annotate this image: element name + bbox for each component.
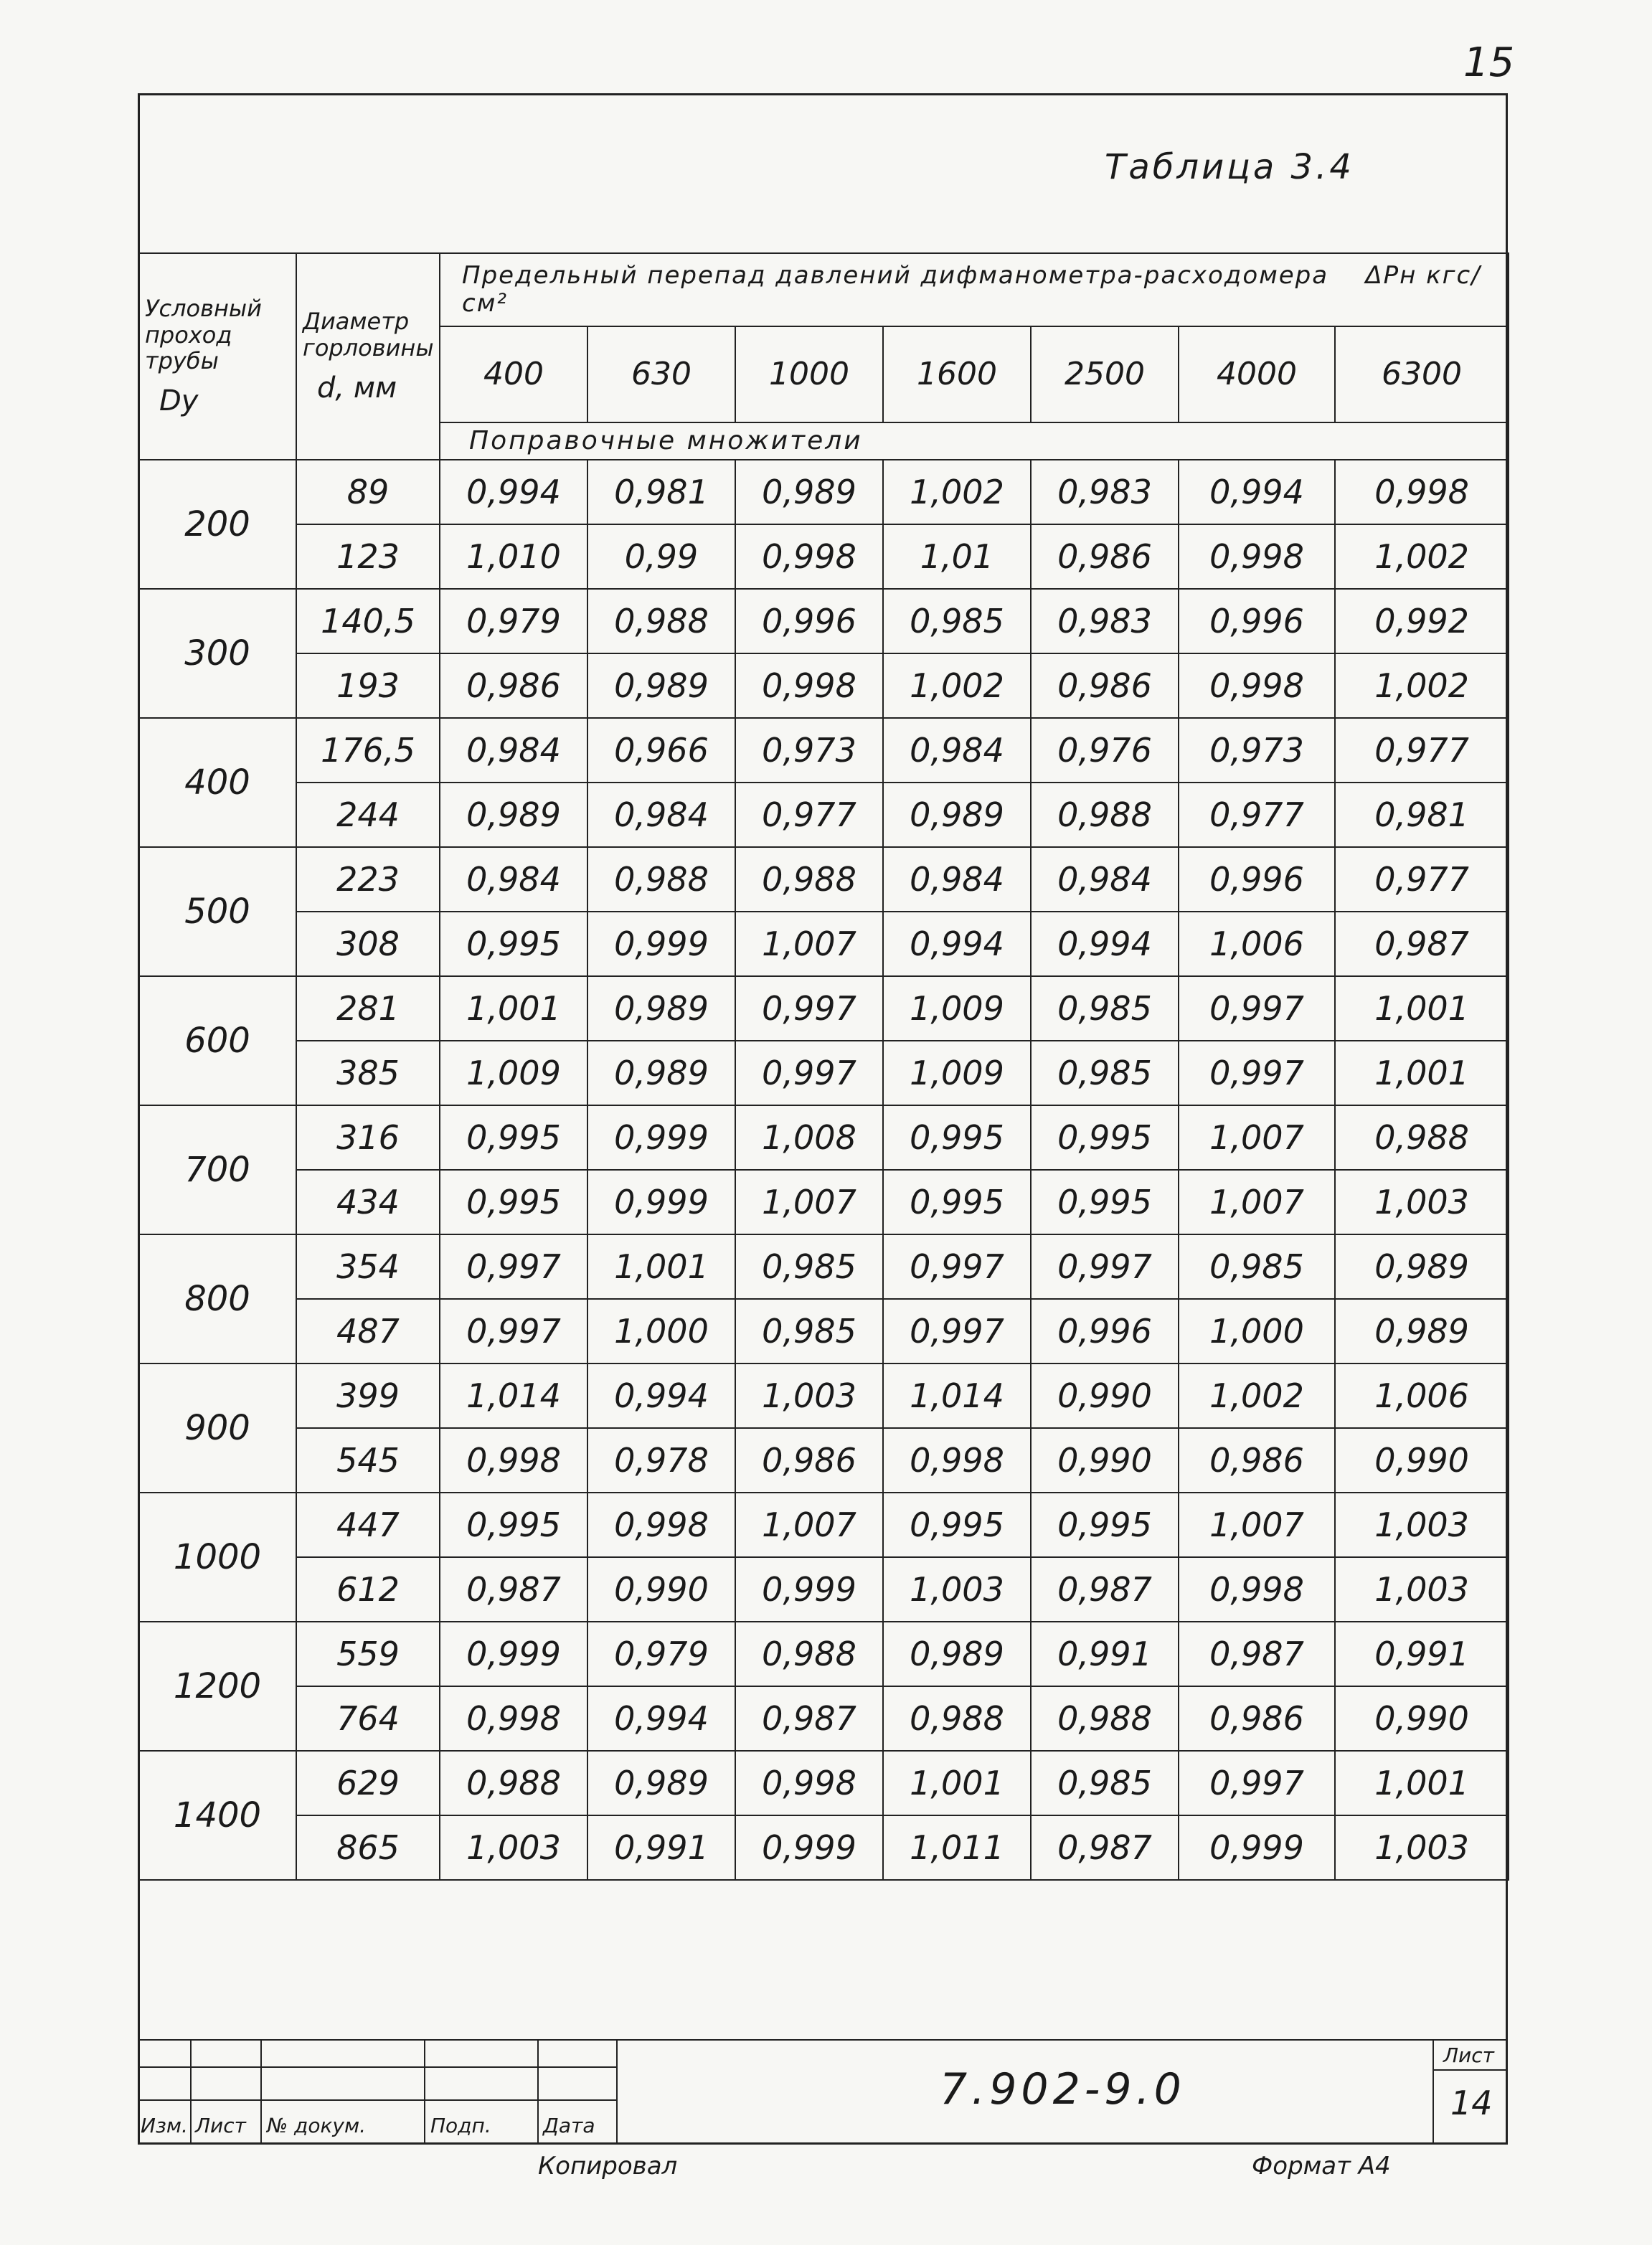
cell-multiplier: 0,995 (440, 1493, 587, 1557)
header-dy (138, 253, 296, 460)
cell-multiplier: 0,998 (735, 653, 883, 718)
stamp-label-date: Дата (543, 2114, 595, 2137)
cell-multiplier: 0,986 (440, 653, 587, 718)
cell-multiplier: 1,007 (735, 912, 883, 976)
cell-nominal-diameter: 1400 (138, 1751, 296, 1880)
cell-nominal-diameter: 700 (138, 1105, 296, 1234)
cell-multiplier: 0,999 (587, 1105, 735, 1170)
cell-multiplier: 0,989 (1335, 1299, 1509, 1363)
table-row (138, 1428, 1509, 1493)
cell-multiplier: 0,995 (883, 1105, 1031, 1170)
cell-multiplier: 0,995 (440, 1170, 587, 1234)
cell-multiplier: 0,985 (735, 1234, 883, 1299)
header-pressure-symbol: ΔPн кгс/см² (462, 260, 1481, 318)
cell-multiplier: 0,999 (587, 1170, 735, 1234)
stamp-label-change: Изм. (141, 2114, 188, 2137)
cell-multiplier: 0,997 (1179, 1041, 1335, 1105)
cell-multiplier: 0,988 (883, 1686, 1031, 1751)
cell-multiplier: 0,990 (1335, 1428, 1509, 1493)
correction-table (138, 252, 1508, 1881)
cell-multiplier: 0,985 (883, 589, 1031, 653)
pressure-col: 1600 (883, 326, 1031, 422)
cell-nominal-diameter: 1000 (138, 1493, 296, 1622)
cell-multiplier: 1,008 (735, 1105, 883, 1170)
cell-nominal-diameter: 300 (138, 589, 296, 718)
cell-multiplier: 0,988 (735, 847, 883, 912)
cell-multiplier: 0,978 (587, 1428, 735, 1493)
cell-multiplier: 0,998 (1335, 460, 1509, 524)
cell-multiplier: 1,002 (1335, 653, 1509, 718)
cell-multiplier: 0,976 (1031, 718, 1179, 783)
cell-multiplier: 0,983 (1031, 460, 1179, 524)
cell-nominal-diameter: 900 (138, 1363, 296, 1493)
cell-multiplier: 1,003 (1335, 1493, 1509, 1557)
cell-throat-diameter: 176,5 (296, 718, 440, 783)
cell-multiplier: 0,985 (1179, 1234, 1335, 1299)
stamp-label-sheet: Лист (195, 2114, 246, 2137)
cell-multiplier: 0,991 (587, 1815, 735, 1880)
table-row (138, 589, 1509, 653)
cell-multiplier: 0,984 (883, 847, 1031, 912)
cell-multiplier: 0,989 (883, 783, 1031, 847)
cell-multiplier: 0,992 (1335, 589, 1509, 653)
cell-multiplier: 1,009 (883, 1041, 1031, 1105)
cell-multiplier: 1,001 (1335, 1041, 1509, 1105)
cell-multiplier: 0,977 (1179, 783, 1335, 847)
pressure-col: 1000 (735, 326, 883, 422)
cell-multiplier: 0,988 (735, 1622, 883, 1686)
cell-multiplier: 1,009 (883, 976, 1031, 1041)
cell-throat-diameter: 385 (296, 1041, 440, 1105)
pressure-col: 630 (587, 326, 735, 422)
cell-multiplier: 0,998 (440, 1686, 587, 1751)
cell-multiplier: 0,995 (1031, 1493, 1179, 1557)
cell-multiplier: 0,990 (1335, 1686, 1509, 1751)
cell-nominal-diameter: 800 (138, 1234, 296, 1363)
cell-multiplier: 0,995 (883, 1493, 1031, 1557)
cell-multiplier: 0,989 (883, 1622, 1031, 1686)
cell-throat-diameter: 193 (296, 653, 440, 718)
table-row (138, 1686, 1509, 1751)
cell-throat-diameter: 764 (296, 1686, 440, 1751)
cell-multiplier: 0,981 (587, 460, 735, 524)
cell-multiplier: 0,999 (440, 1622, 587, 1686)
cell-multiplier: 1,007 (735, 1493, 883, 1557)
pressure-col: 6300 (1335, 326, 1509, 422)
cell-nominal-diameter: 1200 (138, 1622, 296, 1751)
cell-multiplier: 1,001 (1335, 976, 1509, 1041)
cell-multiplier: 0,981 (1335, 783, 1509, 847)
cell-multiplier: 0,989 (587, 653, 735, 718)
cell-multiplier: 0,985 (1031, 1751, 1179, 1815)
cell-multiplier: 0,966 (587, 718, 735, 783)
cell-multiplier: 1,003 (1335, 1815, 1509, 1880)
cell-multiplier: 0,996 (735, 589, 883, 653)
cell-throat-diameter: 399 (296, 1363, 440, 1428)
cell-multiplier: 0,973 (735, 718, 883, 783)
table-row (138, 718, 1509, 783)
table-row (138, 976, 1509, 1041)
header-d-label: Диаметр горловины (303, 308, 434, 361)
cell-multiplier: 1,007 (1179, 1170, 1335, 1234)
table-row (138, 912, 1509, 976)
table-row (138, 460, 1509, 524)
cell-multiplier: 0,988 (440, 1751, 587, 1815)
table-row (138, 1363, 1509, 1428)
cell-throat-diameter: 612 (296, 1557, 440, 1622)
cell-multiplier: 0,997 (440, 1234, 587, 1299)
table-row (138, 1622, 1509, 1686)
cell-multiplier: 0,989 (587, 1751, 735, 1815)
cell-multiplier: 1,003 (1335, 1170, 1509, 1234)
cell-multiplier: 1,01 (883, 524, 1031, 589)
cell-multiplier: 0,986 (1031, 653, 1179, 718)
cell-throat-diameter: 316 (296, 1105, 440, 1170)
cell-multiplier: 0,988 (587, 589, 735, 653)
cell-multiplier: 0,990 (1031, 1428, 1179, 1493)
cell-multiplier: 0,979 (587, 1622, 735, 1686)
cell-multiplier: 0,977 (1335, 847, 1509, 912)
cell-multiplier: 1,000 (587, 1299, 735, 1363)
cell-throat-diameter: 434 (296, 1170, 440, 1234)
stamp-label-docnum: № докум. (267, 2114, 367, 2137)
cell-multiplier: 0,987 (1031, 1557, 1179, 1622)
cell-multiplier: 0,994 (587, 1686, 735, 1751)
cell-multiplier: 0,997 (1031, 1234, 1179, 1299)
table-row (138, 1557, 1509, 1622)
cell-multiplier: 0,989 (587, 976, 735, 1041)
cell-nominal-diameter: 200 (138, 460, 296, 589)
cell-throat-diameter: 123 (296, 524, 440, 589)
cell-multiplier: 0,998 (735, 524, 883, 589)
cell-multiplier: 0,986 (735, 1428, 883, 1493)
cell-multiplier: 0,998 (883, 1428, 1031, 1493)
table-row (138, 1299, 1509, 1363)
cell-multiplier: 0,984 (587, 783, 735, 847)
cell-multiplier: 0,995 (883, 1170, 1031, 1234)
cell-multiplier: 0,984 (440, 847, 587, 912)
cell-multiplier: 0,994 (440, 460, 587, 524)
cell-multiplier: 0,998 (440, 1428, 587, 1493)
cell-multiplier: 1,007 (1179, 1493, 1335, 1557)
header-dy-label: Условный проход трубы (145, 294, 262, 375)
table-row (138, 653, 1509, 718)
cell-throat-diameter: 89 (296, 460, 440, 524)
cell-multiplier: 0,991 (1335, 1622, 1509, 1686)
cell-multiplier: 0,983 (1031, 589, 1179, 653)
table-title: Таблица 3.4 (1105, 147, 1354, 187)
cell-multiplier: 1,001 (883, 1751, 1031, 1815)
header-d (296, 253, 440, 460)
cell-multiplier: 0,979 (440, 589, 587, 653)
cell-multiplier: 0,987 (440, 1557, 587, 1622)
cell-multiplier: 0,995 (440, 1105, 587, 1170)
header-d-symbol: d, мм (317, 371, 397, 405)
cell-multiplier: 1,002 (1335, 524, 1509, 589)
cell-multiplier: 0,995 (1031, 1170, 1179, 1234)
cell-multiplier: 0,989 (440, 783, 587, 847)
cell-multiplier: 0,994 (587, 1363, 735, 1428)
cell-multiplier: 1,003 (1335, 1557, 1509, 1622)
cell-multiplier: 0,99 (587, 524, 735, 589)
cell-multiplier: 0,987 (1335, 912, 1509, 976)
table-row (138, 1041, 1509, 1105)
table-row (138, 1815, 1509, 1880)
cell-throat-diameter: 223 (296, 847, 440, 912)
cell-multiplier: 0,995 (440, 912, 587, 976)
cell-multiplier: 0,985 (1031, 1041, 1179, 1105)
cell-multiplier: 0,998 (587, 1493, 735, 1557)
table-row (138, 524, 1509, 589)
cell-multiplier: 0,996 (1179, 589, 1335, 653)
header-pressure-label: Предельный перепад давлений дифманометра-расходомера (462, 260, 1329, 290)
table-body (138, 460, 1509, 1880)
cell-multiplier: 1,001 (587, 1234, 735, 1299)
cell-multiplier: 0,998 (1179, 524, 1335, 589)
cell-multiplier: 1,002 (1179, 1363, 1335, 1428)
cell-throat-diameter: 545 (296, 1428, 440, 1493)
cell-multiplier: 0,999 (735, 1557, 883, 1622)
cell-multiplier: 0,998 (735, 1751, 883, 1815)
cell-multiplier: 0,989 (735, 460, 883, 524)
cell-multiplier: 0,988 (1335, 1105, 1509, 1170)
cell-multiplier: 0,973 (1179, 718, 1335, 783)
cell-multiplier: 0,990 (1031, 1363, 1179, 1428)
cell-multiplier: 0,987 (735, 1686, 883, 1751)
format-label: Формат А4 (1252, 2152, 1391, 2180)
cell-multiplier: 1,001 (1335, 1751, 1509, 1815)
cell-throat-diameter: 559 (296, 1622, 440, 1686)
cell-multiplier: 0,997 (735, 976, 883, 1041)
cell-multiplier: 0,989 (1335, 1234, 1509, 1299)
stamp-label-sign: Подп. (430, 2114, 491, 2137)
cell-multiplier: 0,988 (587, 847, 735, 912)
cell-multiplier: 0,997 (1179, 1751, 1335, 1815)
cell-throat-diameter: 140,5 (296, 589, 440, 653)
cell-nominal-diameter: 500 (138, 847, 296, 976)
cell-multiplier: 1,007 (735, 1170, 883, 1234)
cell-throat-diameter: 354 (296, 1234, 440, 1299)
table-row (138, 1105, 1509, 1170)
cell-multiplier: 1,003 (883, 1557, 1031, 1622)
table-row (138, 1234, 1509, 1299)
cell-multiplier: 0,986 (1179, 1686, 1335, 1751)
table-row (138, 1493, 1509, 1557)
cell-multiplier: 0,985 (1031, 976, 1179, 1041)
cell-multiplier: 1,007 (1179, 1105, 1335, 1170)
header-pressure (440, 253, 1509, 326)
cell-throat-diameter: 281 (296, 976, 440, 1041)
pressure-col: 400 (440, 326, 587, 422)
cell-multiplier: 1,010 (440, 524, 587, 589)
cell-multiplier: 0,990 (587, 1557, 735, 1622)
cell-nominal-diameter: 600 (138, 976, 296, 1105)
cell-multiplier: 0,977 (735, 783, 883, 847)
title-block (138, 2039, 1508, 2145)
cell-multiplier: 1,003 (440, 1815, 587, 1880)
cell-multiplier: 1,001 (440, 976, 587, 1041)
table-row (138, 1751, 1509, 1815)
copied-by-label: Копировал (538, 2152, 678, 2180)
table-row (138, 783, 1509, 847)
cell-multiplier: 1,014 (883, 1363, 1031, 1428)
cell-multiplier: 0,991 (1031, 1622, 1179, 1686)
stamp-sheet-number: 14 (1450, 2084, 1493, 2122)
cell-multiplier: 0,998 (1179, 1557, 1335, 1622)
cell-throat-diameter: 244 (296, 783, 440, 847)
table-row (138, 1170, 1509, 1234)
document-code: 7.902-9.0 (940, 2064, 1186, 2114)
cell-multiplier: 0,997 (883, 1299, 1031, 1363)
cell-multiplier: 0,988 (1031, 1686, 1179, 1751)
cell-multiplier: 1,014 (440, 1363, 587, 1428)
stamp-sheet-label: Лист (1443, 2043, 1494, 2067)
cell-multiplier: 0,985 (735, 1299, 883, 1363)
cell-multiplier: 0,994 (1179, 460, 1335, 524)
pressure-col: 4000 (1179, 326, 1335, 422)
cell-nominal-diameter: 400 (138, 718, 296, 847)
cell-multiplier: 1,002 (883, 460, 1031, 524)
cell-multiplier: 0,997 (883, 1234, 1031, 1299)
cell-multiplier: 1,006 (1335, 1363, 1509, 1428)
cell-throat-diameter: 629 (296, 1751, 440, 1815)
cell-multiplier: 0,995 (1031, 1105, 1179, 1170)
cell-throat-diameter: 447 (296, 1493, 440, 1557)
cell-multiplier: 1,009 (440, 1041, 587, 1105)
cell-multiplier: 0,997 (735, 1041, 883, 1105)
cell-multiplier: 0,998 (1179, 653, 1335, 718)
cell-multiplier: 0,986 (1179, 1428, 1335, 1493)
cell-multiplier: 0,987 (1031, 1815, 1179, 1880)
cell-multiplier: 1,003 (735, 1363, 883, 1428)
cell-multiplier: 0,994 (1031, 912, 1179, 976)
cell-multiplier: 0,999 (1179, 1815, 1335, 1880)
cell-multiplier: 0,988 (1031, 783, 1179, 847)
pressure-col: 2500 (1031, 326, 1179, 422)
cell-multiplier: 0,984 (883, 718, 1031, 783)
cell-throat-diameter: 865 (296, 1815, 440, 1880)
cell-multiplier: 1,000 (1179, 1299, 1335, 1363)
cell-multiplier: 0,984 (440, 718, 587, 783)
cell-multiplier: 0,996 (1179, 847, 1335, 912)
cell-multiplier: 0,999 (735, 1815, 883, 1880)
cell-throat-diameter: 308 (296, 912, 440, 976)
header-multipliers: Поправочные множители (440, 422, 1509, 460)
cell-multiplier: 0,984 (1031, 847, 1179, 912)
cell-multiplier: 0,997 (440, 1299, 587, 1363)
header-dy-symbol: Dy (159, 384, 199, 418)
page-number: 15 (1463, 39, 1515, 86)
cell-throat-diameter: 487 (296, 1299, 440, 1363)
cell-multiplier: 0,994 (883, 912, 1031, 976)
cell-multiplier: 0,986 (1031, 524, 1179, 589)
cell-multiplier: 1,011 (883, 1815, 1031, 1880)
cell-multiplier: 0,987 (1179, 1622, 1335, 1686)
cell-multiplier: 1,002 (883, 653, 1031, 718)
cell-multiplier: 0,996 (1031, 1299, 1179, 1363)
cell-multiplier: 0,999 (587, 912, 735, 976)
cell-multiplier: 0,989 (587, 1041, 735, 1105)
cell-multiplier: 0,977 (1335, 718, 1509, 783)
table-row (138, 847, 1509, 912)
cell-multiplier: 1,006 (1179, 912, 1335, 976)
cell-multiplier: 0,997 (1179, 976, 1335, 1041)
